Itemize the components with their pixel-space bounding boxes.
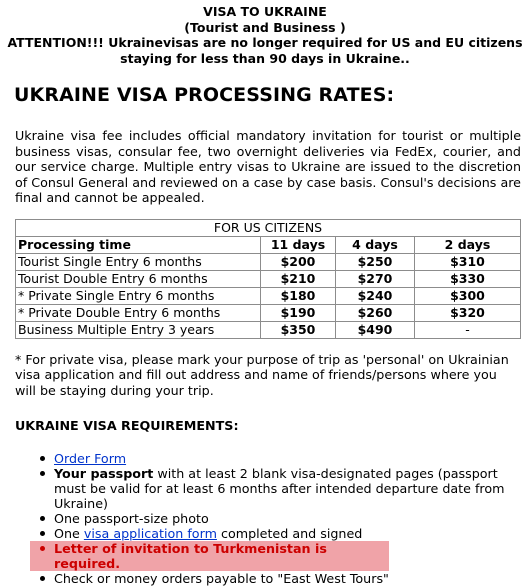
table-header-cell: Processing time — [16, 236, 261, 253]
header-attention: ATTENTION!!! Ukrainevisas are no longer required for US and EU citizens — [7, 35, 523, 50]
page-header — [0, 0, 530, 66]
list-item — [0, 466, 530, 511]
table-cell: $260 — [336, 304, 415, 321]
intro-paragraph: Ukraine visa fee includes official mandatory invitation for tourist or multiple business visas, consular fee, two overnight deliveries via FedEx, courier, and our service charge. Multiple entry visas to Ukraine are issued to the discretion of Consul General and reviewed on a case by case basis. Consul's decisions are final and cannot be appealed. — [15, 128, 521, 205]
table-cell: Business Multiple Entry 3 years — [16, 321, 261, 338]
application-prefix: One — [54, 526, 84, 541]
requirements-list — [0, 451, 530, 586]
private-visa-note: * For private visa, please mark your purpose of trip as 'personal' on Ukrainian visa application and fill out address and name of friends/persons where you will be staying during your trip. — [15, 351, 509, 398]
table-cell: * Private Double Entry 6 months — [16, 304, 261, 321]
table-cell: $300 — [415, 287, 521, 304]
bullet-icon — [40, 546, 45, 551]
bullet-icon — [40, 516, 45, 521]
table-cell: $210 — [261, 270, 336, 287]
list-item — [0, 511, 530, 526]
table-header-cell: 2 days — [415, 236, 521, 253]
photo-text: One passport-size photo — [54, 511, 209, 526]
table-cell: $270 — [336, 270, 415, 287]
application-suffix: completed and signed — [216, 526, 363, 541]
bullet-icon — [40, 471, 45, 476]
payment-text: Check or money orders payable to "East West Tours" — [54, 571, 389, 586]
list-item — [0, 451, 530, 466]
table-cell: Tourist Double Entry 6 months — [16, 270, 261, 287]
table-row — [16, 304, 521, 321]
list-item — [0, 526, 530, 541]
requirements-heading: UKRAINE VISA REQUIREMENTS: — [15, 418, 239, 433]
table-cell: $490 — [336, 321, 415, 338]
invitation-text: Letter of invitation to Turkmenistan is required. — [54, 541, 327, 571]
table-cell: $180 — [261, 287, 336, 304]
visa-application-link[interactable]: visa application form — [83, 526, 217, 541]
table-row — [16, 270, 521, 287]
table-row — [16, 253, 521, 270]
bullet-icon — [40, 531, 45, 536]
passport-label: Your passport — [54, 466, 154, 481]
table-cell: - — [415, 321, 521, 338]
header-subtitle: (Tourist and Business ) — [184, 19, 346, 35]
table-row — [16, 287, 521, 304]
table-cell: * Private Single Entry 6 months — [16, 287, 261, 304]
header-attention-cont: staying for less than 90 days in Ukraine.. — [120, 50, 410, 66]
table-caption: FOR US CITIZENS — [16, 219, 521, 236]
table-cell: $200 — [261, 253, 336, 270]
bullet-icon — [40, 576, 45, 581]
table-header-cell: 11 days — [261, 236, 336, 253]
order-form-link[interactable]: Order Form — [54, 451, 127, 466]
table-cell: $350 — [261, 321, 336, 338]
table-cell: $250 — [336, 253, 415, 270]
rates-table — [15, 219, 521, 339]
page-title: UKRAINE VISA PROCESSING RATES: — [14, 84, 395, 106]
passport-text: with at least 2 blank visa-designated pages (passport must be valid for at least 6 months after intended departure date from Ukraine) — [54, 466, 505, 511]
table-cell: $330 — [415, 270, 521, 287]
table-row — [16, 321, 521, 338]
table-header-row — [16, 236, 521, 253]
header-title: VISA TO UKRAINE — [203, 4, 327, 19]
list-item — [0, 571, 530, 586]
table-cell: $320 — [415, 304, 521, 321]
bullet-icon — [40, 456, 45, 461]
table-cell: $190 — [261, 304, 336, 321]
table-cell: Tourist Single Entry 6 months — [16, 253, 261, 270]
table-header-cell: 4 days — [336, 236, 415, 253]
table-cell: $310 — [415, 253, 521, 270]
table-cell: $240 — [336, 287, 415, 304]
